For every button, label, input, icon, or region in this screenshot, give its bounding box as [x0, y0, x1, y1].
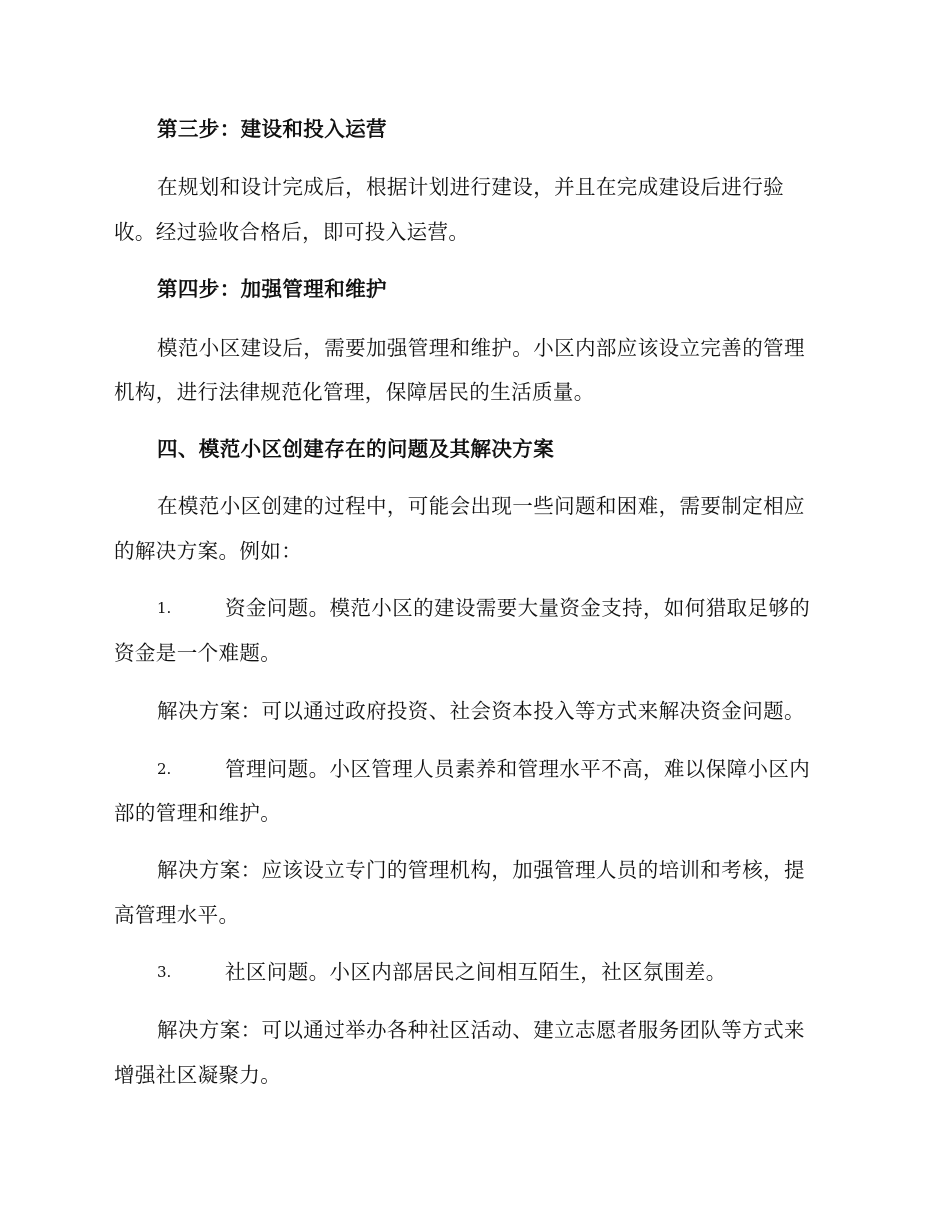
step4-body-line2: 机构，进行法律规范化管理，保障居民的生活质量。: [114, 380, 595, 404]
step4-body-line1: 模范小区建设后，需要加强管理和维护。小区内部应该设立完善的管理: [157, 336, 805, 360]
list-item-problem-line1: 管理问题。小区管理人员素养和管理水平不高，难以保障小区内: [225, 757, 811, 781]
list-item-solution-line1: 解决方案：应该设立专门的管理机构，加强管理人员的培训和考核，提: [157, 858, 805, 882]
list-item-number: 1.: [157, 599, 172, 617]
list-item-problem-line1: 资金问题。模范小区的建设需要大量资金支持，如何猎取足够的: [225, 596, 811, 620]
list-item-problem-line1: 社区问题。小区内部居民之间相互陌生，社区氛围差。: [225, 960, 727, 984]
step3-body-line2: 收。经过验收合格后，即可投入运营。: [114, 220, 470, 244]
list-item-number: 2.: [157, 760, 172, 778]
step3-heading: 第三步：建设和投入运营: [157, 117, 387, 141]
list-item-problem-line2: 部的管理和维护。: [114, 801, 282, 825]
section4-intro-line1: 在模范小区创建的过程中，可能会出现一些问题和困难，需要制定相应: [157, 494, 805, 518]
list-item-solution-line2: 高管理水平。: [114, 903, 240, 927]
section4-intro-line2: 的解决方案。例如：: [114, 539, 303, 563]
list-item-problem-line2: 资金是一个难题。: [114, 641, 282, 665]
step3-body-line1: 在规划和设计完成后，根据计划进行建设，并且在完成建设后进行验: [157, 175, 784, 199]
section4-heading: 四、模范小区创建存在的问题及其解决方案: [157, 437, 555, 461]
list-item-solution-line1: 解决方案：可以通过举办各种社区活动、建立志愿者服务团队等方式来: [157, 1018, 805, 1042]
list-item-number: 3.: [157, 963, 172, 981]
step4-heading: 第四步：加强管理和维护: [157, 277, 387, 301]
list-item-solution-line1: 解决方案：可以通过政府投资、社会资本投入等方式来解决资金问题。: [157, 699, 805, 723]
list-item-solution-line2: 增强社区凝聚力。: [114, 1063, 282, 1087]
